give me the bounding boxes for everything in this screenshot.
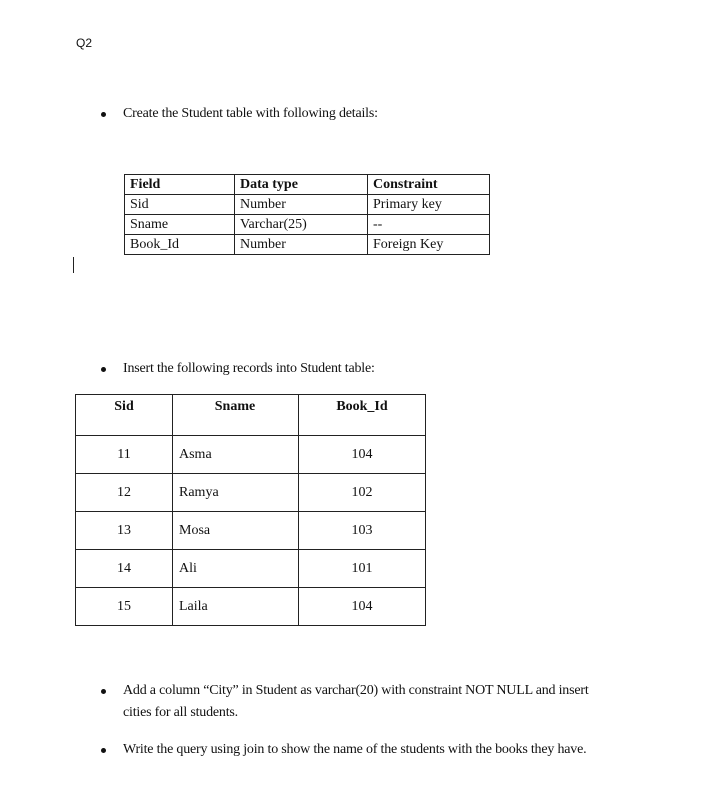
table-row	[76, 474, 426, 512]
records-cell-sid: 13	[76, 512, 173, 550]
records-header-bookid: Book_Id	[299, 395, 426, 436]
records-cell-sname: Mosa	[173, 512, 299, 550]
records-header-row	[76, 395, 426, 436]
schema-table	[124, 174, 490, 255]
schema-cell: Book_Id	[125, 235, 235, 255]
records-cell-sid: 11	[76, 436, 173, 474]
schema-header-constraint: Constraint	[368, 175, 490, 195]
task-create-table: Create the Student table with following details:	[123, 106, 378, 121]
schema-cell: Primary key	[368, 195, 490, 215]
task-add-column-line1: Add a column “City” in Student as varchar(20) with constraint NOT NULL and insert	[123, 683, 589, 698]
schema-row	[125, 195, 490, 215]
records-header-sname: Sname	[173, 395, 299, 436]
records-cell-bookid: 103	[299, 512, 426, 550]
schema-cell: Varchar(25)	[235, 215, 368, 235]
schema-header-row	[125, 175, 490, 195]
task-write-join-query: Write the query using join to show the name of the students with the books they have.	[123, 742, 587, 757]
schema-cell: Sid	[125, 195, 235, 215]
records-table	[75, 394, 426, 626]
schema-cell: --	[368, 215, 490, 235]
records-header-sid: Sid	[76, 395, 173, 436]
task-add-column-line2: cities for all students.	[123, 705, 238, 720]
records-cell-sid: 14	[76, 550, 173, 588]
records-cell-sname: Laila	[173, 588, 299, 626]
schema-row	[125, 215, 490, 235]
bullet-icon	[101, 112, 106, 117]
schema-header-field: Field	[125, 175, 235, 195]
records-cell-sname: Asma	[173, 436, 299, 474]
records-cell-bookid: 102	[299, 474, 426, 512]
schema-header-datatype: Data type	[235, 175, 368, 195]
records-cell-sid: 15	[76, 588, 173, 626]
table-row	[76, 512, 426, 550]
schema-cell: Number	[235, 195, 368, 215]
records-cell-sid: 12	[76, 474, 173, 512]
records-cell-bookid: 101	[299, 550, 426, 588]
records-cell-sname: Ramya	[173, 474, 299, 512]
text-cursor	[73, 257, 74, 273]
records-cell-bookid: 104	[299, 436, 426, 474]
schema-cell: Number	[235, 235, 368, 255]
table-row	[76, 550, 426, 588]
bullet-icon	[101, 367, 106, 372]
bullet-icon	[101, 689, 106, 694]
schema-cell: Sname	[125, 215, 235, 235]
records-cell-bookid: 104	[299, 588, 426, 626]
schema-cell: Foreign Key	[368, 235, 490, 255]
task-insert-records: Insert the following records into Student table:	[123, 361, 375, 376]
task-add-column	[123, 680, 589, 724]
table-row	[76, 436, 426, 474]
question-label: Q2	[76, 36, 93, 50]
table-row	[76, 588, 426, 626]
schema-row	[125, 235, 490, 255]
bullet-icon	[101, 748, 106, 753]
records-cell-sname: Ali	[173, 550, 299, 588]
